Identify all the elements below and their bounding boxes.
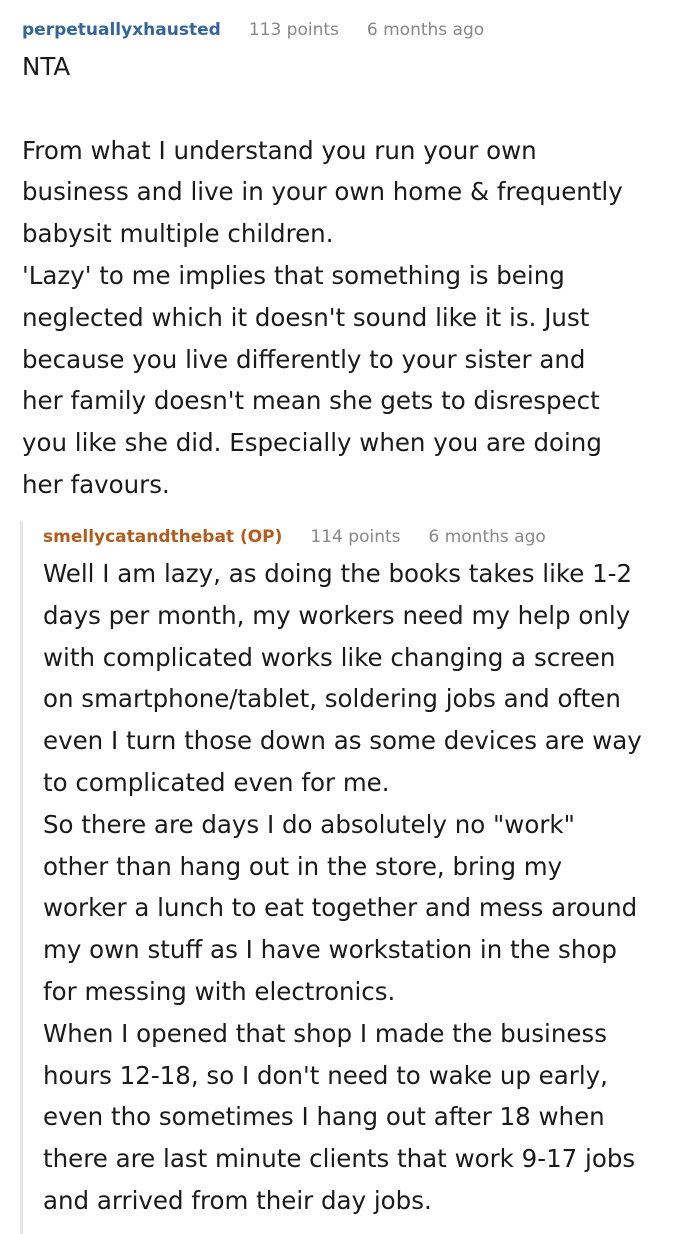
comment-author-link[interactable]: smellycatandthebat (OP)	[43, 527, 283, 547]
comment-line: to complicated even for me.	[43, 767, 390, 797]
comment-meta	[43, 521, 693, 553]
comment-line: there are last minute clients that work 9-17 jobs	[43, 1144, 636, 1174]
comment-line: even I turn those down as some devices are way	[43, 726, 642, 756]
comment-line: days per month, my workers need my help only	[43, 600, 631, 630]
comment-line: neglected which it doesn't sound like it is. Just	[22, 302, 590, 332]
comment-line: on smartphone/tablet, soldering jobs and often	[43, 684, 621, 714]
comment-age: 6 months ago	[428, 527, 546, 547]
comment-line: her favours.	[22, 469, 170, 499]
paragraph-gap	[22, 88, 692, 130]
comment-line: hours 12-18, so I don't need to wake up early,	[43, 1060, 608, 1090]
comment-line: babysit multiple children.	[22, 219, 334, 249]
comment-points: 114 points	[310, 527, 401, 547]
comment-line: worker a lunch to eat together and mess around	[43, 893, 638, 923]
comment-line: you like she did. Especially when you are doing	[22, 428, 602, 458]
comment-line: her family doesn't mean she gets to disrespect	[22, 386, 600, 416]
comment-line: So there are days I do absolutely no "work"	[43, 809, 575, 839]
comment-line: and arrived from their day jobs.	[43, 1185, 432, 1215]
comment-meta	[22, 14, 692, 46]
comment-line: When I opened that shop I made the business	[43, 1018, 607, 1048]
comment-line: Well I am lazy, as doing the books takes like 1-2	[43, 559, 633, 588]
comment-line: other than hang out in the store, bring my	[43, 851, 563, 881]
reply-content	[43, 521, 693, 1222]
comment-author-link[interactable]: perpetuallyxhausted	[22, 20, 221, 40]
comment-line: my own stuff as I have workstation in the shop	[43, 935, 617, 965]
comment-line: even tho sometimes I hang out after 18 when	[43, 1102, 605, 1132]
comment-line: From what I understand you run your own	[22, 135, 537, 165]
comment-line: 'Lazy' to me implies that something is being	[22, 260, 565, 290]
comment-body	[43, 553, 693, 1222]
comment-points: 113 points	[248, 20, 339, 40]
reply-comment	[20, 521, 700, 1234]
comment-line: for messing with electronics.	[43, 976, 396, 1006]
comment-line: with complicated works like changing a screen	[43, 642, 616, 672]
comment-line: NTA	[22, 52, 71, 81]
comment-line: because you live differently to your sister and	[22, 344, 586, 374]
comment-body	[22, 46, 692, 506]
comment-line: business and live in your own home & frequently	[22, 177, 623, 207]
parent-comment	[22, 14, 692, 506]
comment-age: 6 months ago	[366, 20, 485, 40]
